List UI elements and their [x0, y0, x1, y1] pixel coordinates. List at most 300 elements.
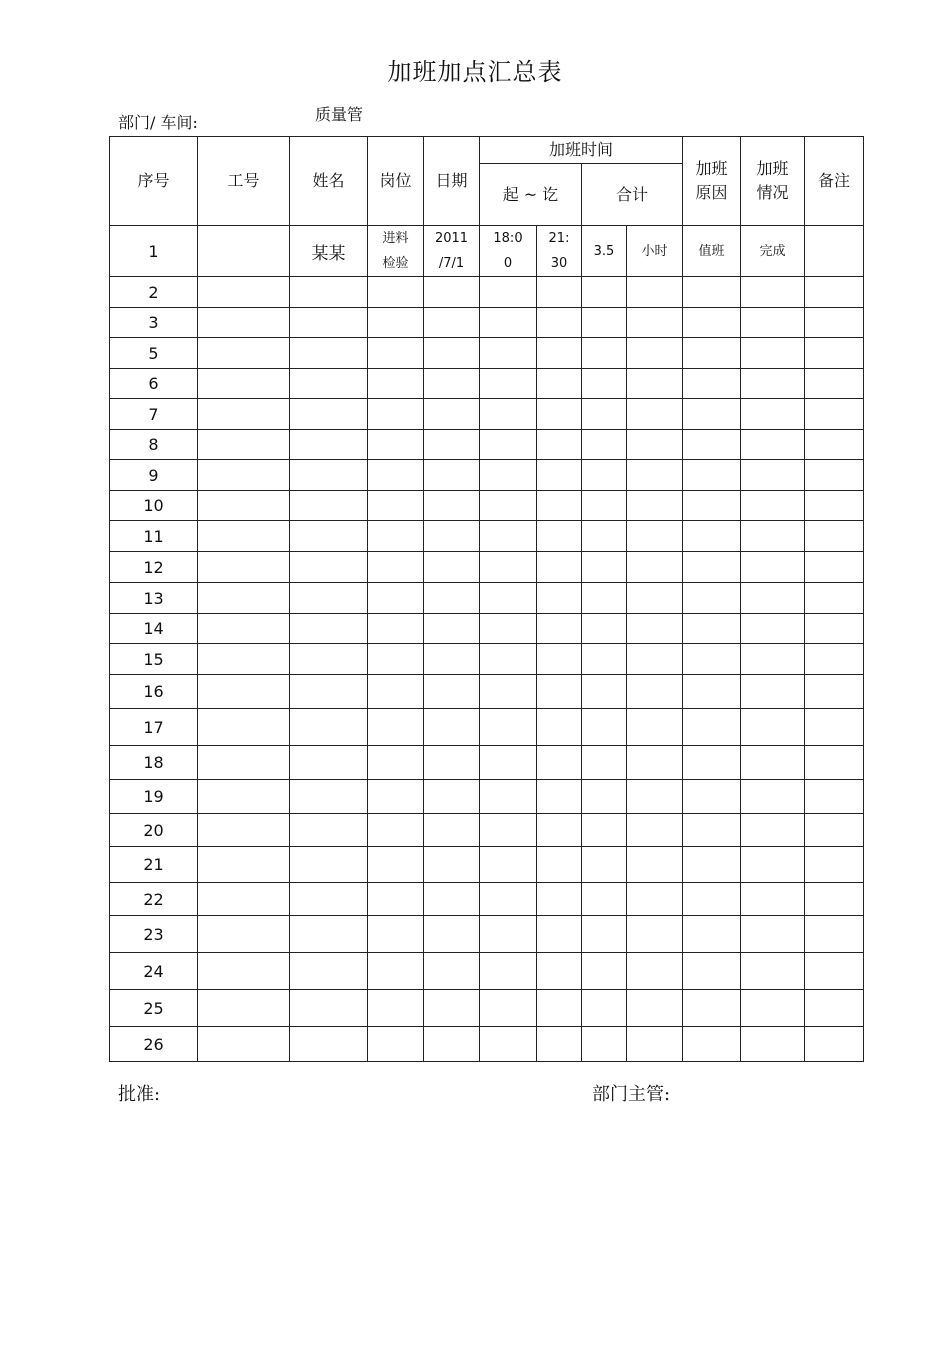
cell-post[interactable]: [368, 644, 424, 675]
cell-total-value[interactable]: [582, 277, 627, 308]
cell-date[interactable]: [424, 338, 480, 369]
cell-start[interactable]: [480, 430, 537, 460]
table-row: [110, 847, 864, 883]
cell-remarks[interactable]: [805, 1027, 864, 1062]
table-row: [110, 460, 864, 491]
cell-status[interactable]: [741, 1027, 805, 1062]
table-row: [110, 338, 864, 369]
cell-remarks[interactable]: [805, 552, 864, 583]
cell-remarks[interactable]: [805, 338, 864, 369]
cell-post[interactable]: [368, 1027, 424, 1062]
cell-total-value[interactable]: [582, 990, 627, 1027]
cell-emp-no[interactable]: [198, 369, 290, 399]
header-remarks: 备注: [805, 137, 864, 226]
cell-reason[interactable]: [683, 491, 741, 521]
cell-date[interactable]: [424, 277, 480, 308]
cell-emp-no[interactable]: [198, 1027, 290, 1062]
cell-reason[interactable]: [683, 460, 741, 491]
cell-name[interactable]: [290, 916, 368, 953]
cell-total-unit[interactable]: [627, 369, 683, 399]
cell-emp-no[interactable]: [198, 883, 290, 916]
cell-end[interactable]: [537, 552, 582, 583]
cell-name[interactable]: [290, 953, 368, 990]
cell-date-line1: 2011: [434, 231, 469, 246]
cell-remarks[interactable]: [805, 644, 864, 675]
cell-emp-no[interactable]: [198, 583, 290, 614]
cell-total-unit[interactable]: [627, 644, 683, 675]
cell-total-unit[interactable]: [627, 491, 683, 521]
cell-reason[interactable]: [683, 709, 741, 746]
cell-remarks[interactable]: [805, 990, 864, 1027]
department-label: 部门/ 车间:: [118, 113, 198, 132]
cell-start[interactable]: [480, 614, 537, 644]
cell-post[interactable]: [368, 709, 424, 746]
cell-post[interactable]: [368, 847, 424, 883]
cell-reason[interactable]: [683, 644, 741, 675]
cell-total-value[interactable]: [582, 614, 627, 644]
cell-reason[interactable]: [683, 430, 741, 460]
cell-total-value[interactable]: [582, 746, 627, 780]
cell-start[interactable]: [480, 521, 537, 552]
cell-end[interactable]: [537, 338, 582, 369]
cell-start[interactable]: [480, 709, 537, 746]
cell-total-unit[interactable]: [627, 583, 683, 614]
cell-name[interactable]: [290, 614, 368, 644]
cell-status[interactable]: [741, 460, 805, 491]
cell-status[interactable]: [741, 614, 805, 644]
cell-remarks[interactable]: [805, 308, 864, 338]
cell-emp-no[interactable]: [198, 552, 290, 583]
cell-reason[interactable]: [683, 614, 741, 644]
cell-post[interactable]: [368, 990, 424, 1027]
cell-name[interactable]: [290, 675, 368, 709]
cell-total-unit[interactable]: [627, 953, 683, 990]
cell-post[interactable]: [368, 916, 424, 953]
cell-name[interactable]: [290, 552, 368, 583]
cell-date[interactable]: [424, 746, 480, 780]
cell-emp-no[interactable]: [198, 521, 290, 552]
cell-emp-no[interactable]: [198, 780, 290, 814]
department-value[interactable]: 质量管: [315, 105, 364, 124]
cell-start[interactable]: [480, 916, 537, 953]
cell-post[interactable]: [368, 460, 424, 491]
cell-name[interactable]: [290, 814, 368, 847]
page-title: 加班加点汇总表: [387, 58, 563, 86]
cell-total-value[interactable]: [582, 430, 627, 460]
cell-total-value[interactable]: [582, 308, 627, 338]
cell-emp-no[interactable]: [198, 644, 290, 675]
cell-post[interactable]: [368, 369, 424, 399]
cell-total-value[interactable]: [582, 460, 627, 491]
cell-start[interactable]: [480, 780, 537, 814]
cell-remarks[interactable]: [805, 675, 864, 709]
cell-status[interactable]: [741, 847, 805, 883]
cell-end[interactable]: [537, 583, 582, 614]
cell-status[interactable]: [741, 675, 805, 709]
cell-start[interactable]: [480, 460, 537, 491]
cell-post[interactable]: [368, 277, 424, 308]
cell-date[interactable]: [424, 430, 480, 460]
cell-status[interactable]: [741, 883, 805, 916]
cell-end[interactable]: [537, 644, 582, 675]
cell-seq: 6: [110, 369, 198, 399]
cell-total-unit[interactable]: [627, 1027, 683, 1062]
cell-remarks[interactable]: [805, 614, 864, 644]
cell-reason[interactable]: [683, 780, 741, 814]
cell-total-unit[interactable]: [627, 709, 683, 746]
cell-start[interactable]: [480, 814, 537, 847]
table-row: [110, 953, 864, 990]
cell-end[interactable]: [537, 399, 582, 430]
cell-remarks[interactable]: [805, 814, 864, 847]
cell-total-unit[interactable]: [627, 883, 683, 916]
cell-reason[interactable]: [683, 746, 741, 780]
cell-total-unit[interactable]: [627, 780, 683, 814]
cell-remarks[interactable]: [805, 430, 864, 460]
cell-post[interactable]: [368, 308, 424, 338]
cell-date-line2: /7/1: [438, 256, 465, 271]
cell-reason[interactable]: [683, 521, 741, 552]
cell-date[interactable]: [424, 916, 480, 953]
cell-start[interactable]: [480, 308, 537, 338]
header-post: 岗位: [368, 137, 424, 226]
cell-remarks[interactable]: [805, 277, 864, 308]
cell-status[interactable]: [741, 277, 805, 308]
cell-total-value[interactable]: [582, 883, 627, 916]
cell-emp-no[interactable]: [198, 953, 290, 990]
cell-post[interactable]: [368, 953, 424, 990]
cell-remarks[interactable]: [805, 369, 864, 399]
cell-status[interactable]: [741, 338, 805, 369]
cell-reason[interactable]: [683, 814, 741, 847]
cell-date[interactable]: [424, 491, 480, 521]
cell-name[interactable]: [290, 491, 368, 521]
cell-remarks[interactable]: [805, 491, 864, 521]
cell-total-unit[interactable]: [627, 814, 683, 847]
cell-status[interactable]: 完成: [741, 226, 805, 277]
cell-total-value[interactable]: 3.5: [582, 226, 627, 277]
table-row: [110, 226, 864, 277]
cell-total-unit[interactable]: [627, 308, 683, 338]
cell-emp-no[interactable]: [198, 916, 290, 953]
cell-post[interactable]: [368, 552, 424, 583]
cell-end[interactable]: [537, 226, 582, 277]
cell-name[interactable]: [290, 460, 368, 491]
cell-reason[interactable]: [683, 953, 741, 990]
cell-end[interactable]: [537, 614, 582, 644]
cell-name[interactable]: [290, 430, 368, 460]
cell-seq: 8: [110, 430, 198, 460]
cell-date[interactable]: [424, 675, 480, 709]
cell-total-unit[interactable]: [627, 746, 683, 780]
cell-status[interactable]: [741, 780, 805, 814]
cell-post[interactable]: [368, 226, 424, 277]
cell-start[interactable]: [480, 883, 537, 916]
cell-end[interactable]: [537, 883, 582, 916]
cell-emp-no[interactable]: [198, 277, 290, 308]
cell-start[interactable]: [480, 583, 537, 614]
cell-name[interactable]: [290, 780, 368, 814]
cell-end[interactable]: [537, 916, 582, 953]
cell-end[interactable]: [537, 491, 582, 521]
cell-end[interactable]: [537, 814, 582, 847]
manager-label: 部门主管:: [592, 1084, 671, 1105]
cell-status[interactable]: [741, 308, 805, 338]
table-row: [110, 430, 864, 460]
cell-emp-no[interactable]: [198, 847, 290, 883]
cell-total-unit[interactable]: [627, 614, 683, 644]
cell-emp-no[interactable]: [198, 990, 290, 1027]
cell-emp-no[interactable]: [198, 614, 290, 644]
cell-post[interactable]: [368, 521, 424, 552]
cell-remarks[interactable]: [805, 953, 864, 990]
cell-remarks[interactable]: [805, 583, 864, 614]
cell-total-value[interactable]: [582, 583, 627, 614]
cell-date[interactable]: [424, 369, 480, 399]
cell-total-unit[interactable]: [627, 460, 683, 491]
cell-status[interactable]: [741, 399, 805, 430]
cell-total-unit[interactable]: [627, 990, 683, 1027]
cell-seq: 17: [110, 709, 198, 746]
cell-post[interactable]: [368, 614, 424, 644]
cell-end[interactable]: [537, 746, 582, 780]
cell-start[interactable]: [480, 644, 537, 675]
cell-total-value[interactable]: [582, 399, 627, 430]
cell-name[interactable]: [290, 847, 368, 883]
cell-reason[interactable]: [683, 847, 741, 883]
cell-start[interactable]: [480, 338, 537, 369]
cell-total-unit[interactable]: [627, 430, 683, 460]
cell-status[interactable]: [741, 430, 805, 460]
cell-name[interactable]: [290, 521, 368, 552]
cell-start[interactable]: [480, 369, 537, 399]
cell-emp-no[interactable]: [198, 226, 290, 277]
cell-total-unit[interactable]: [627, 847, 683, 883]
cell-date[interactable]: [424, 460, 480, 491]
cell-name[interactable]: 某某: [290, 226, 368, 277]
cell-total-value[interactable]: [582, 847, 627, 883]
cell-reason[interactable]: [683, 338, 741, 369]
cell-name[interactable]: [290, 746, 368, 780]
cell-start[interactable]: [480, 226, 537, 277]
cell-remarks[interactable]: [805, 746, 864, 780]
cell-reason[interactable]: [683, 277, 741, 308]
cell-date[interactable]: [424, 644, 480, 675]
cell-post[interactable]: [368, 430, 424, 460]
cell-total-value[interactable]: [582, 675, 627, 709]
cell-emp-no[interactable]: [198, 430, 290, 460]
cell-reason[interactable]: [683, 883, 741, 916]
cell-emp-no[interactable]: [198, 399, 290, 430]
cell-reason[interactable]: [683, 583, 741, 614]
cell-date[interactable]: [424, 552, 480, 583]
cell-emp-no[interactable]: [198, 746, 290, 780]
cell-name[interactable]: [290, 369, 368, 399]
cell-total-value[interactable]: [582, 521, 627, 552]
cell-post[interactable]: [368, 399, 424, 430]
cell-total-unit[interactable]: [627, 916, 683, 953]
cell-remarks[interactable]: [805, 709, 864, 746]
cell-status[interactable]: [741, 916, 805, 953]
cell-total-value[interactable]: [582, 552, 627, 583]
cell-end[interactable]: [537, 953, 582, 990]
cell-remarks[interactable]: [805, 399, 864, 430]
cell-reason[interactable]: [683, 552, 741, 583]
cell-date[interactable]: [424, 614, 480, 644]
cell-post[interactable]: [368, 814, 424, 847]
cell-total-value[interactable]: [582, 953, 627, 990]
cell-post[interactable]: [368, 780, 424, 814]
cell-reason[interactable]: [683, 308, 741, 338]
cell-total-value[interactable]: [582, 780, 627, 814]
cell-status[interactable]: [741, 583, 805, 614]
cell-remarks[interactable]: [805, 916, 864, 953]
cell-date[interactable]: [424, 953, 480, 990]
cell-post[interactable]: [368, 491, 424, 521]
cell-status[interactable]: [741, 953, 805, 990]
cell-total-unit[interactable]: [627, 399, 683, 430]
cell-name[interactable]: [290, 338, 368, 369]
cell-post[interactable]: [368, 338, 424, 369]
cell-status[interactable]: [741, 521, 805, 552]
cell-end[interactable]: [537, 675, 582, 709]
cell-name[interactable]: [290, 399, 368, 430]
cell-emp-no[interactable]: [198, 308, 290, 338]
cell-start[interactable]: [480, 277, 537, 308]
cell-total-value[interactable]: [582, 916, 627, 953]
cell-total-unit[interactable]: [627, 675, 683, 709]
cell-emp-no[interactable]: [198, 675, 290, 709]
cell-reason[interactable]: [683, 369, 741, 399]
cell-total-value[interactable]: [582, 338, 627, 369]
cell-status[interactable]: [741, 552, 805, 583]
cell-total-value[interactable]: [582, 644, 627, 675]
table-row: [110, 552, 864, 583]
cell-status[interactable]: [741, 990, 805, 1027]
cell-end[interactable]: [537, 990, 582, 1027]
cell-start[interactable]: [480, 399, 537, 430]
cell-name[interactable]: [290, 883, 368, 916]
cell-status[interactable]: [741, 746, 805, 780]
cell-seq: 7: [110, 399, 198, 430]
cell-total-unit[interactable]: [627, 552, 683, 583]
cell-end[interactable]: [537, 709, 582, 746]
cell-status[interactable]: [741, 491, 805, 521]
cell-total-unit[interactable]: [627, 521, 683, 552]
cell-start[interactable]: [480, 847, 537, 883]
cell-name[interactable]: [290, 277, 368, 308]
cell-name[interactable]: [290, 583, 368, 614]
cell-end[interactable]: [537, 277, 582, 308]
cell-emp-no[interactable]: [198, 338, 290, 369]
cell-remarks[interactable]: [805, 226, 864, 277]
cell-emp-no[interactable]: [198, 814, 290, 847]
cell-reason[interactable]: [683, 675, 741, 709]
cell-start[interactable]: [480, 746, 537, 780]
cell-date[interactable]: [424, 308, 480, 338]
cell-remarks[interactable]: [805, 847, 864, 883]
cell-start-line2: 0: [503, 256, 513, 271]
cell-total-value[interactable]: [582, 491, 627, 521]
header-status-line1: 加班: [756, 159, 789, 178]
cell-reason[interactable]: [683, 1027, 741, 1062]
cell-emp-no[interactable]: [198, 491, 290, 521]
table-row: [110, 990, 864, 1027]
cell-remarks[interactable]: [805, 883, 864, 916]
cell-end[interactable]: [537, 521, 582, 552]
cell-total-value[interactable]: [582, 369, 627, 399]
cell-date[interactable]: [424, 709, 480, 746]
cell-post[interactable]: [368, 746, 424, 780]
cell-name[interactable]: [290, 709, 368, 746]
cell-start[interactable]: [480, 953, 537, 990]
cell-date[interactable]: [424, 226, 480, 277]
cell-post[interactable]: [368, 883, 424, 916]
cell-status[interactable]: [741, 369, 805, 399]
cell-start[interactable]: [480, 675, 537, 709]
cell-date[interactable]: [424, 1027, 480, 1062]
header-status-line2: 情况: [756, 183, 789, 202]
cell-reason[interactable]: [683, 990, 741, 1027]
cell-status[interactable]: [741, 814, 805, 847]
cell-total-value[interactable]: [582, 814, 627, 847]
cell-seq: 15: [110, 644, 198, 675]
cell-date[interactable]: [424, 399, 480, 430]
cell-date[interactable]: [424, 847, 480, 883]
cell-name[interactable]: [290, 990, 368, 1027]
cell-total-value[interactable]: [582, 1027, 627, 1062]
cell-start[interactable]: [480, 1027, 537, 1062]
cell-end[interactable]: [537, 460, 582, 491]
cell-status[interactable]: [741, 709, 805, 746]
cell-reason[interactable]: 值班: [683, 226, 741, 277]
cell-date[interactable]: [424, 990, 480, 1027]
cell-end[interactable]: [537, 308, 582, 338]
cell-post[interactable]: [368, 583, 424, 614]
cell-date[interactable]: [424, 521, 480, 552]
table-row: [110, 814, 864, 847]
cell-end[interactable]: [537, 369, 582, 399]
cell-end[interactable]: [537, 780, 582, 814]
cell-name[interactable]: [290, 644, 368, 675]
cell-start[interactable]: [480, 552, 537, 583]
cell-total-unit[interactable]: [627, 338, 683, 369]
cell-date[interactable]: [424, 883, 480, 916]
cell-start[interactable]: [480, 990, 537, 1027]
cell-status[interactable]: [741, 644, 805, 675]
cell-end[interactable]: [537, 847, 582, 883]
cell-remarks[interactable]: [805, 521, 864, 552]
cell-post[interactable]: [368, 675, 424, 709]
cell-date[interactable]: [424, 780, 480, 814]
cell-remarks[interactable]: [805, 460, 864, 491]
cell-end[interactable]: [537, 1027, 582, 1062]
cell-total-value[interactable]: [582, 709, 627, 746]
cell-date[interactable]: [424, 814, 480, 847]
cell-reason[interactable]: [683, 399, 741, 430]
cell-name[interactable]: [290, 308, 368, 338]
cell-start-line1: 18:0: [493, 231, 523, 246]
cell-name[interactable]: [290, 1027, 368, 1062]
cell-reason[interactable]: [683, 916, 741, 953]
cell-date[interactable]: [424, 583, 480, 614]
cell-remarks[interactable]: [805, 780, 864, 814]
cell-total-unit[interactable]: [627, 277, 683, 308]
cell-end[interactable]: [537, 430, 582, 460]
cell-emp-no[interactable]: [198, 709, 290, 746]
cell-start[interactable]: [480, 491, 537, 521]
cell-emp-no[interactable]: [198, 460, 290, 491]
